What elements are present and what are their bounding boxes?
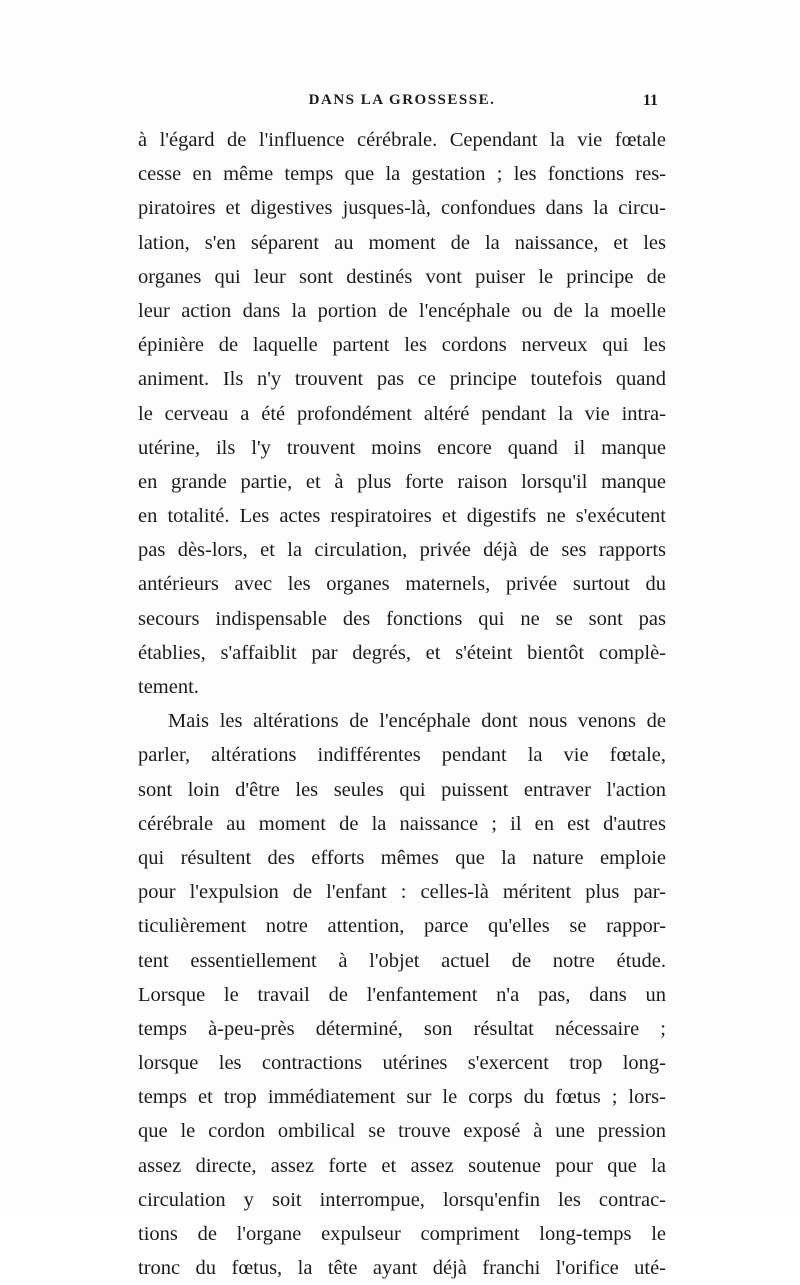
text-line: antérieurs avec les organes maternels, privée surtout du [138,573,666,596]
running-title: DANS LA GROSSESSE. [308,92,496,108]
text-line: pas dès-lors, et la circulation, privée déjà de ses rapports [138,539,666,562]
text-line: animent. Ils n'y trouvent pas ce principe toutefois quand [138,368,666,391]
text-line: ticulièrement notre attention, parce qu'elles se rappor- [138,915,666,938]
text-line: lorsque les contractions utérines s'exercent trop long- [138,1052,666,1075]
page-number: 11 [642,92,658,109]
text-line: Mais les altérations de l'encéphale dont nous venons de [168,710,666,733]
text-line: qui résultent des efforts mêmes que la nature emploie [138,846,666,869]
text-line: tions de l'organe expulseur compriment long-temps le [138,1223,666,1245]
text-line: cérébrale au moment de la naissance ; il en est d'autres [138,812,666,835]
text-line: temps à-peu-près déterminé, son résultat nécessaire ; [138,1017,666,1040]
text-line: que le cordon ombilical se trouve exposé à une pression [138,1120,666,1143]
text-line: cesse en même temps que la gestation ; les fonctions res- [138,163,666,186]
text-line: tronc du fœtus, la tête ayant déjà franchi l'orifice uté- [138,1257,666,1280]
text-line: à l'égard de l'influence cérébrale. Cependant la vie fœtale [138,129,666,151]
text-line: en totalité. Les actes respiratoires et digestifs ne s'exécutent [138,505,666,528]
text-line: épinière de laquelle partent les cordons nerveux qui les [138,334,666,357]
text-line: Lorsque le travail de l'enfantement n'a pas, dans un [138,983,666,1006]
text-line: utérine, ils l'y trouvent moins encore quand il manque [138,436,666,459]
running-header [138,92,666,116]
text-line: pour l'expulsion de l'enfant : celles-là méritent plus par- [138,881,666,904]
text-line: sont loin d'être les seules qui puissent entraver l'action [138,778,666,801]
text-line: tent essentiellement à l'objet actuel de notre étude. [138,949,666,972]
text-line: circulation y soit interrompue, lorsqu'enfin les contrac- [138,1188,666,1211]
text-line: assez directe, assez forte et assez soutenue pour que la [138,1154,666,1177]
text-line: secours indispensable des fonctions qui ne se sont pas [138,607,666,630]
text-line: en grande partie, et à plus forte raison lorsqu'il manque [138,470,666,493]
text-line: tement. [138,676,199,698]
body-text [138,123,666,1285]
text-line: lation, s'en séparent au moment de la naissance, et les [138,231,666,254]
text-line: le cerveau a été profondément altéré pendant la vie intra- [138,402,666,425]
text-line: leur action dans la portion de l'encéphale ou de la moelle [138,299,666,322]
text-line: établies, s'affaiblit par degrés, et s'éteint bientôt complè- [138,641,666,664]
text-line: parler, altérations indifférentes pendant la vie fœtale, [138,744,666,767]
text-line: organes qui leur sont destinés vont puiser le principe de [138,265,666,288]
text-line: temps et trop immédiatement sur le corps du fœtus ; lors- [138,1086,666,1109]
text-line: piratoires et digestives jusques-là, confondues dans la circu- [138,197,666,220]
